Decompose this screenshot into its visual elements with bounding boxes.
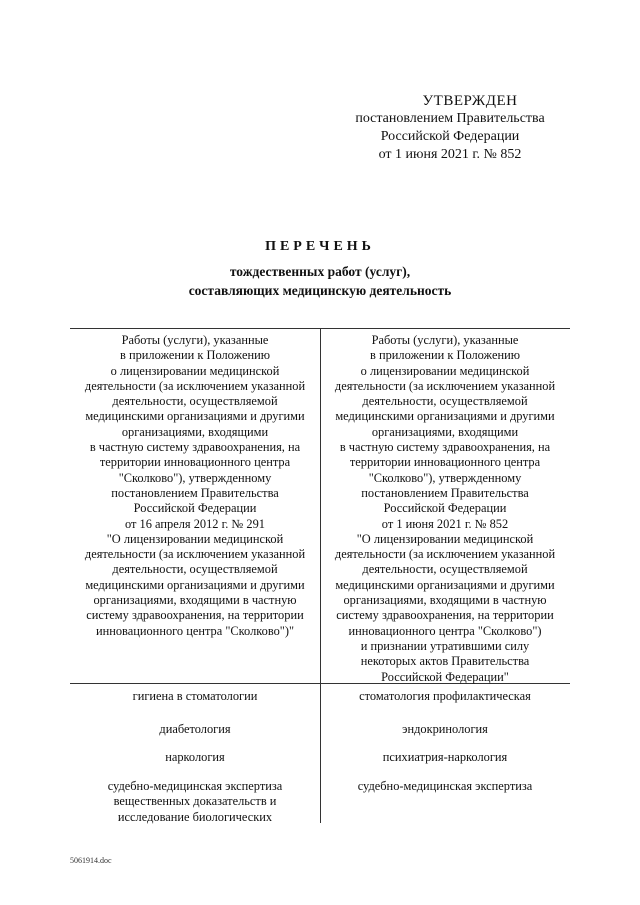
cell-line: в приложении к Положению xyxy=(120,348,270,363)
cell-line: деятельности (за исключением указанной xyxy=(84,547,306,562)
cell-line: организациями, входящими xyxy=(121,424,269,439)
cell-line: некоторых актов Правительства xyxy=(360,654,530,669)
approval-line: от 1 июня 2021 г. № 852 xyxy=(378,147,522,162)
cell-line: "О лицензировании медицинской xyxy=(356,531,534,546)
table-row-right xyxy=(320,722,570,737)
cell-line: "Сколково"), утвержденному xyxy=(118,470,272,485)
cell-line: в приложении к Положению xyxy=(370,348,520,363)
cell-line: систему здравоохранения, на территории xyxy=(86,608,304,623)
cell-line: вещественных доказательств и xyxy=(113,794,277,809)
cell-line: медицинскими организациями и другими xyxy=(85,409,305,424)
approval-line: Российской Федерации xyxy=(380,129,520,144)
table-header-right xyxy=(320,333,570,685)
cell-line: исследование биологических xyxy=(117,809,273,824)
cell-line: медицинскими организациями и другими xyxy=(335,577,555,592)
document-subtitle xyxy=(0,262,640,300)
approval-line: постановлением Правительства xyxy=(355,111,545,126)
cell-line: от 16 апреля 2012 г. № 291 xyxy=(125,516,265,531)
cell-line: деятельности, осуществляемой xyxy=(362,562,528,577)
table-row-right xyxy=(320,689,570,704)
cell-line: систему здравоохранения, на территории xyxy=(336,608,554,623)
cell-line: "Сколково"), утвержденному xyxy=(368,470,522,485)
cell-line: Работы (услуги), указанные xyxy=(121,333,269,347)
file-name-footer: 5061914.doc xyxy=(70,856,112,865)
cell-line: о лицензировании медицинской xyxy=(110,363,280,378)
cell-line: психиатрия-наркология xyxy=(382,750,508,764)
cell-line: деятельности (за исключением указанной xyxy=(334,547,556,562)
cell-line: от 1 июня 2021 г. № 852 xyxy=(381,516,509,531)
cell-line: деятельности, осуществляемой xyxy=(112,394,278,409)
cell-line: диабетология xyxy=(159,722,231,736)
cell-line: стоматология профилактическая xyxy=(359,689,531,703)
subtitle-line: тождественных работ (услуг), xyxy=(229,264,411,279)
cell-line: медицинскими организациями и другими xyxy=(335,409,555,424)
cell-line: Работы (услуги), указанные xyxy=(371,333,519,347)
cell-line: территории инновационного центра xyxy=(99,455,291,470)
cell-line: наркология xyxy=(165,750,225,764)
table-row-left xyxy=(70,750,320,765)
cell-line: организациями, входящими в частную xyxy=(93,593,297,608)
cell-line: деятельности (за исключением указанной xyxy=(334,378,556,393)
subtitle-line: составляющих медицинскую деятельность xyxy=(188,283,452,298)
approval-block xyxy=(330,92,570,164)
cell-line: медицинскими организациями и другими xyxy=(85,577,305,592)
cell-line: в частную систему здравоохранения, на xyxy=(89,440,301,455)
cell-line: гигиена в стоматологии xyxy=(132,689,258,703)
table-row-right xyxy=(320,750,570,765)
cell-line: судебно-медицинская экспертиза xyxy=(357,779,533,793)
works-table xyxy=(70,328,570,823)
cell-line: Российской Федерации" xyxy=(381,669,509,684)
table-header-left xyxy=(70,333,320,639)
cell-line: территории инновационного центра xyxy=(349,455,541,470)
cell-line: организациями, входящими xyxy=(371,424,519,439)
cell-line: "О лицензировании медицинской xyxy=(106,531,284,546)
cell-line: деятельности, осуществляемой xyxy=(112,562,278,577)
cell-line: деятельности (за исключением указанной xyxy=(84,378,306,393)
cell-line: эндокринология xyxy=(402,722,488,736)
table-row-left xyxy=(70,779,320,825)
cell-line: инновационного центра "Сколково") xyxy=(348,623,542,638)
cell-line: инновационного центра "Сколково")" xyxy=(95,623,295,638)
cell-line: в частную систему здравоохранения, на xyxy=(339,440,551,455)
cell-line: Российской Федерации xyxy=(133,501,257,516)
table-row-left xyxy=(70,722,320,737)
table-row-right xyxy=(320,779,570,794)
cell-line: деятельности, осуществляемой xyxy=(362,394,528,409)
cell-line: организациями, входящими в частную xyxy=(343,593,547,608)
cell-line: и признании утратившими силу xyxy=(360,638,530,653)
cell-line: Российской Федерации xyxy=(383,501,507,516)
cell-line: постановлением Правительства xyxy=(111,485,279,500)
document-title: ПЕРЕЧЕНЬ xyxy=(265,239,375,254)
approval-heading: УТВЕРЖДЕН xyxy=(422,93,518,109)
table-row-left xyxy=(70,689,320,704)
cell-line: постановлением Правительства xyxy=(361,485,529,500)
cell-line: судебно-медицинская экспертиза xyxy=(107,779,283,793)
cell-line: о лицензировании медицинской xyxy=(360,363,530,378)
